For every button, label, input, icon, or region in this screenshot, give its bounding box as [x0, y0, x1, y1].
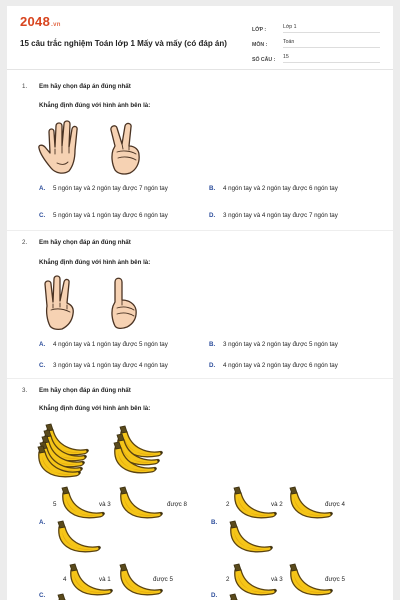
site-logo[interactable]: 2048.vn — [20, 14, 61, 29]
question-1-option-b[interactable]: B. 4 ngón tay và 2 ngón tay được 6 ngón tay — [209, 185, 338, 192]
question-1-options-row-2 — [39, 212, 379, 219]
question-2-prompt: Khẳng định đúng với hình ảnh bên là: — [39, 259, 151, 266]
question-3-option-d-result: được 5 — [325, 576, 345, 583]
banana-icon — [227, 521, 277, 555]
question-3-option-b-number-1: 2 — [226, 501, 230, 508]
question-2-option-d[interactable]: D. 4 ngón tay và 2 ngón tay được 6 ngón tay — [209, 362, 338, 369]
banana-icon — [55, 521, 105, 555]
question-3-option-a-number-1: 5 — [53, 501, 57, 508]
question-3-option-a-and: và 3 — [99, 501, 111, 508]
page-title: 15 câu trắc nghiệm Toán lớp 1 Mấy và mấy (có đáp án) — [20, 39, 227, 48]
meta-grade: LỚP : Lớp 1 — [252, 18, 380, 33]
question-2-option-a[interactable]: A. 4 ngón tay và 1 ngón tay được 5 ngón tay — [39, 341, 168, 348]
banana-icon — [117, 487, 167, 521]
question-3-prompt: Khẳng định đúng với hình ảnh bên là: — [39, 405, 151, 412]
divider — [7, 378, 393, 379]
question-1-prompt: Khẳng định đúng với hình ảnh bên là: — [39, 102, 151, 109]
question-3-option-a-result: được 8 — [167, 501, 187, 508]
worksheet-header — [7, 6, 393, 70]
question-3-option-b[interactable]: B. — [211, 519, 218, 526]
banana-bunch-five-icon — [37, 424, 99, 476]
open-hand-five-fingers-icon — [37, 118, 93, 176]
question-3-option-d-number-1: 2 — [226, 576, 230, 583]
hand-two-fingers-icon — [103, 122, 149, 176]
question-1-option-d[interactable]: D. 3 ngón tay và 4 ngón tay được 7 ngón tay — [209, 212, 338, 219]
question-1-option-a[interactable]: A. 5 ngón tay và 2 ngón tay được 7 ngón tay — [39, 185, 168, 192]
question-1-option-c[interactable]: C. 5 ngón tay và 1 ngón tay được 6 ngón tay — [39, 212, 168, 219]
question-1-options-row-1 — [39, 185, 379, 192]
question-2-options-row-2 — [39, 362, 379, 369]
meta-count: SỐ CÂU : 15 — [252, 48, 380, 63]
banana-icon — [55, 594, 105, 600]
worksheet — [7, 6, 393, 600]
question-3-option-c[interactable]: C. — [39, 592, 46, 599]
question-2-option-b[interactable]: B. 3 ngón tay và 2 ngón tay được 5 ngón tay — [209, 341, 338, 348]
question-3-heading: 3. Em hãy chọn đáp án đúng nhất — [22, 387, 131, 394]
meta-info — [252, 18, 380, 63]
question-3-option-a[interactable]: A. — [39, 519, 46, 526]
question-3-option-b-result: được 4 — [325, 501, 345, 508]
question-3-option-c-number-1: 4 — [63, 576, 67, 583]
question-3-option-c-and: và 1 — [99, 576, 111, 583]
hand-three-fingers-icon — [39, 274, 83, 332]
question-2-heading: 2. Em hãy chọn đáp án đúng nhất — [22, 239, 131, 246]
banana-icon — [227, 594, 277, 600]
banana-bunch-three-icon — [111, 424, 173, 476]
question-3-option-c-result: được 5 — [153, 576, 173, 583]
meta-subject: MÔN : Toán — [252, 33, 380, 48]
question-2-option-c[interactable]: C. 3 ngón tay và 1 ngón tay được 4 ngón tay — [39, 362, 168, 369]
divider — [7, 230, 393, 231]
question-1-heading: 1. Em hãy chọn đáp án đúng nhất — [22, 83, 131, 90]
question-2-options-row-1 — [39, 341, 379, 348]
question-3-option-b-and: và 2 — [271, 501, 283, 508]
question-3-option-d-and: và 3 — [271, 576, 283, 583]
question-3-option-d[interactable]: D. — [211, 592, 218, 599]
hand-one-finger-icon — [105, 276, 143, 332]
